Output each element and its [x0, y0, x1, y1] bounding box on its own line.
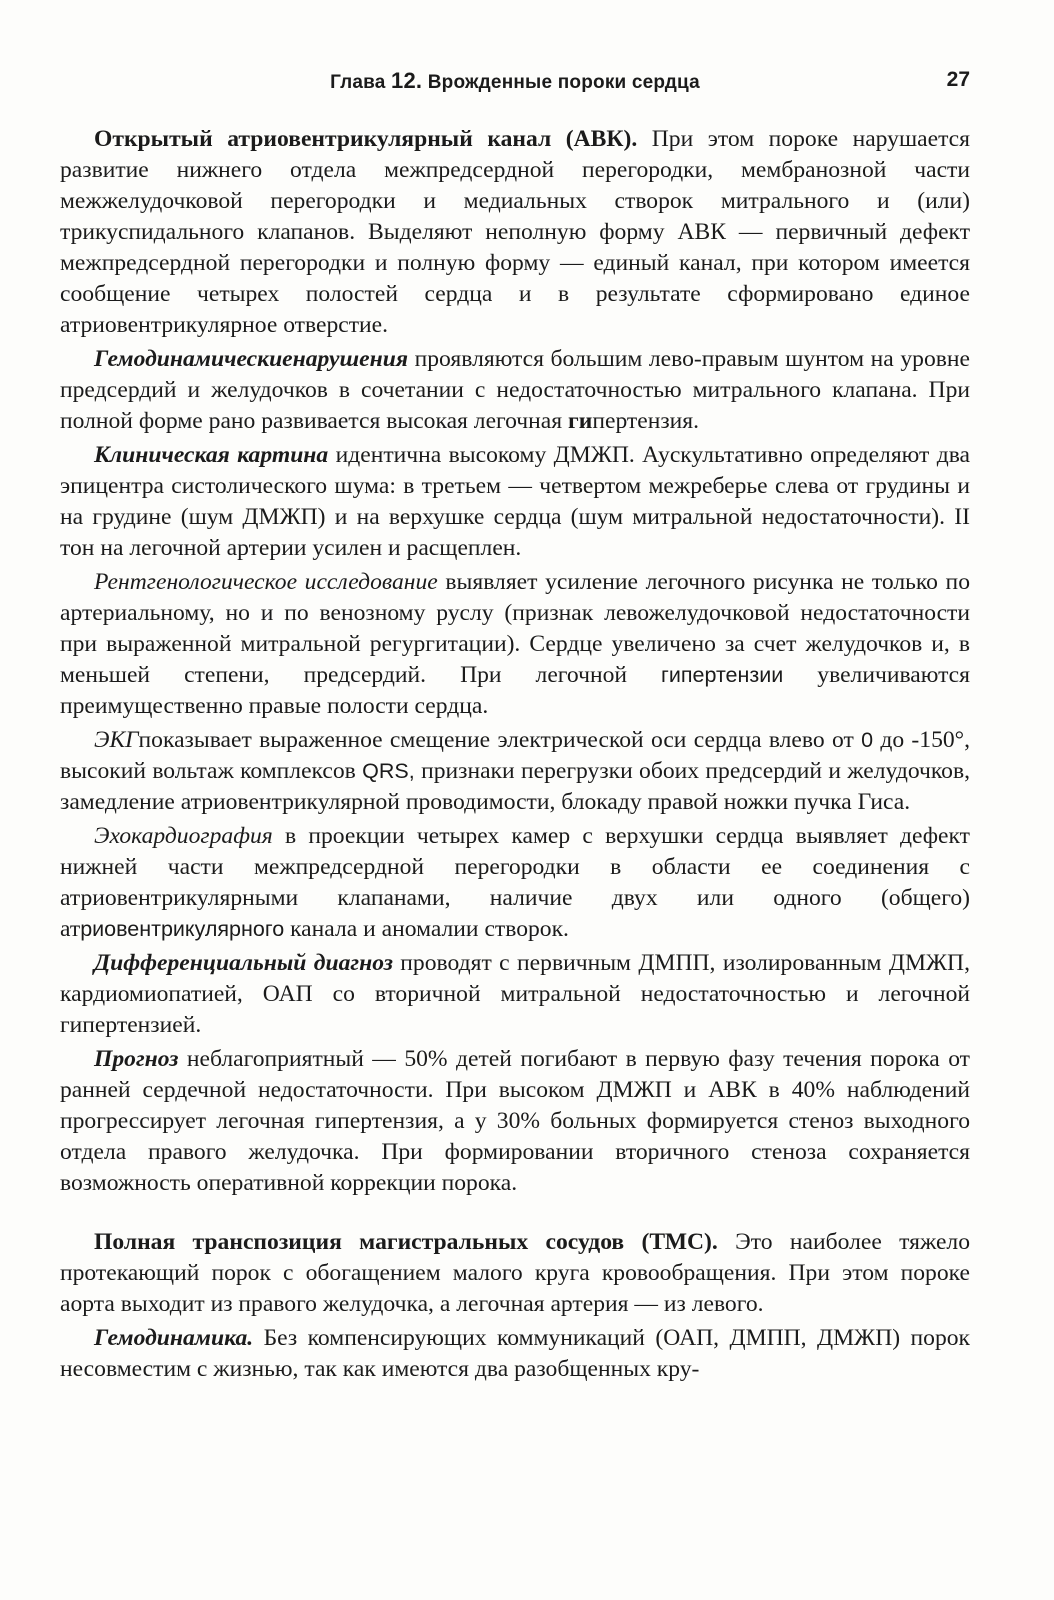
paragraph-prognosis — [60, 1044, 970, 1199]
paragraph-text: Это наиболее тяжело протекающий порок с обогащением малого круга кровообращения. При этом пороке аорта выходит из правого желудочка, а легочная артерия — из левого. — [60, 1229, 971, 1317]
paragraph-tgv-hemodynamics — [60, 1323, 970, 1385]
paragraph-text: неблагоприятный — 50% детей погибают в первую фазу течения порока от ранней сердечной недостаточности. При высоком ДМЖП и АВК в 40% наблюдений прогрессирует легочная гипертензия, а у 30% больных формируется стеноз выходного отдела правого желудочка. При формировании вторичного стеноза сохраняется возможность оперативной коррекции порока. — [60, 1046, 970, 1196]
paragraph-text: проводят с первичным ДМПП, изолированным ДМЖП, кардиомиопатией, ОАП со вторичной митральной недостаточностью и легочной гипертензией. — [60, 950, 970, 1038]
sans-fragment: гипертензии — [661, 663, 784, 687]
paragraph-lead: Эхокардиография — [94, 823, 273, 849]
paragraph-text: показывает выраженное смещение электрической оси сердца влево от — [138, 727, 862, 753]
paragraph-avk — [60, 124, 970, 341]
chapter-name: Врожденные пороки сердца — [427, 72, 700, 93]
paragraph-lead: Гемодинамика. — [94, 1325, 254, 1351]
page-number: 27 — [946, 68, 970, 91]
paragraph-clinical — [60, 440, 970, 564]
bold-fragment: ги — [568, 408, 593, 434]
paragraph-text: идентична высокому ДМЖП. Аускультативно определяют два эпицентра систолического шума: в третьем — четвертом межреберье слева от грудины и на грудине (шум ДМЖП) и на верхушке сердца (шум митральной недостаточности). II тон на легочной артерии усилен и расщеплен. — [60, 442, 970, 561]
paragraph-text: до -150°, высокий вольтаж комплексов — [60, 727, 970, 784]
paragraph-text: признаки перегрузки обоих предсердий и желудочков, замедление атриовентрикулярной проводимости, блокаду правой ножки пучка Гиса. — [60, 758, 970, 815]
running-header — [60, 68, 970, 102]
paragraph-text-tail: увеличиваются преимущественно правые полости сердца. — [60, 662, 970, 719]
sans-fragment: риовентрикулярного — [80, 917, 285, 941]
paragraph-xray — [60, 567, 970, 722]
sans-zero: 0 — [861, 728, 874, 752]
paragraph-text-tail: пертензия. — [592, 408, 700, 434]
paragraph-text: в проекции четырех камер с верхушки сердца выявляет дефект нижней части межпредсердной перегородки в области ее соединения с атриовентрикулярными клапанами, наличие двух или одного (общего) ат — [60, 823, 970, 942]
section-heading-avk: Открытый атриовентрикулярный канал (АВК). — [94, 126, 638, 152]
paragraph-lead: Клиническая картина — [94, 442, 329, 468]
paragraph-lead: ЭКГ — [94, 727, 139, 753]
section-heading-tgv: Полная транспозиция магистральных сосудов (ТМС). — [94, 1229, 718, 1255]
paragraph-text: Без компенсирующих коммуникаций (ОАП, ДМПП, ДМЖП) порок несовместим с жизнью, так как имеются два разобщенных кру- — [60, 1325, 970, 1382]
chapter-prefix: Глава — [330, 72, 386, 93]
paragraph-text: выявляет усиление легочного рисунка не только по артериальному, но и по венозному руслу (признак левожелудочковой недостаточности при выраженной митральной регургитации). Сердце увеличено за счет желудочков и, в меньшей степени, предсердий. При легочной — [60, 569, 970, 688]
paragraph-lead: Рентгенологическое исследование — [94, 569, 438, 595]
paragraph-hemodynamics — [60, 344, 970, 437]
paragraph-text: проявляются большим лево-правым шунтом на уровне предсердий и желудочков в сочетании с недостаточностью митрального клапана. При полной форме рано развивается высокая легочная — [60, 346, 970, 434]
paragraph-ecg — [60, 725, 970, 818]
chapter-title — [60, 68, 970, 94]
paragraph-text-tail: канала и аномалии створок. — [284, 916, 569, 942]
paragraph-echo — [60, 821, 970, 945]
sans-qrs: QRS, — [362, 759, 415, 783]
page-body — [60, 124, 970, 1388]
paragraph-tgv — [60, 1227, 970, 1320]
paragraph-lead: Дифференциальный диагноз — [94, 950, 393, 976]
paragraph-lead: Прогноз — [94, 1046, 179, 1072]
chapter-number: 12. — [391, 68, 423, 93]
paragraph-lead: Гемодинамическиенарушения — [94, 346, 409, 372]
paragraph-differential — [60, 948, 970, 1041]
paragraph-text: При этом пороке нарушается развитие нижнего отдела межпредсердной перегородки, мембранозной части межжелудочковой перегородки и медиальных створок митрального и (или) трикуспидального клапанов. Выделяют неполную форму АВК — первичный дефект межпредсердной перегородки и полную форму — единый канал, при котором имеется сообщение четырех полостей сердца и в результате сформировано единое атриовентрикулярное отверстие. — [60, 126, 970, 338]
